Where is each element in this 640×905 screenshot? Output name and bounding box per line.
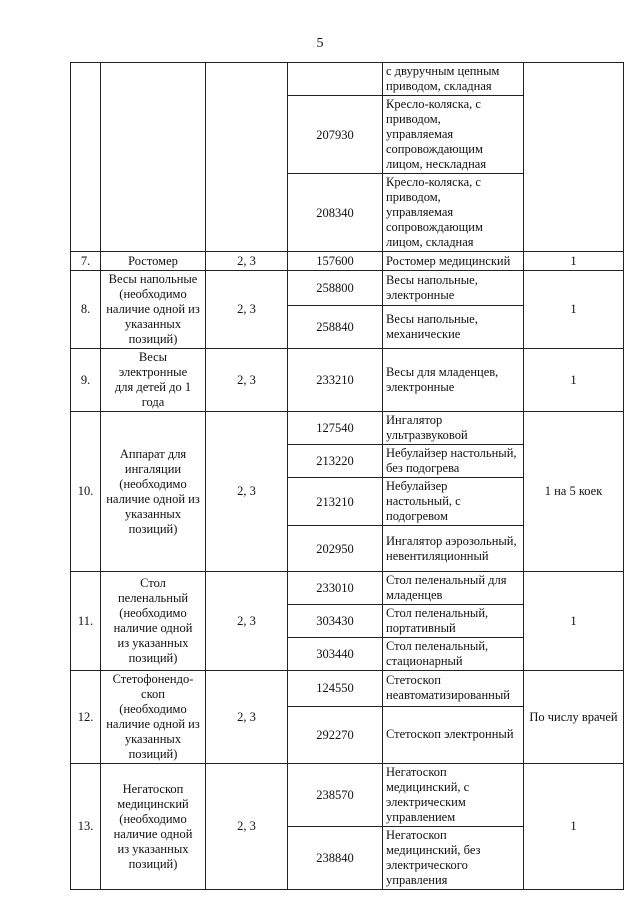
description-cell: Негатоскоп медицинский, без электрического управления	[383, 827, 524, 890]
description-cell: Кресло-коляска, с приводом, управляемая сопровождающим лицом, складная	[383, 174, 524, 252]
equipment-name-cell: Негатоскоп медицинский (необходимо наличие одной из указанных позиций)	[101, 764, 206, 890]
row-number-cell: 7.	[71, 252, 101, 271]
table-row	[71, 671, 624, 707]
category-cell: 2, 3	[206, 271, 288, 349]
table-row	[71, 63, 624, 96]
row-number-cell: 8.	[71, 271, 101, 349]
code-cell: 202950	[288, 526, 383, 572]
code-cell: 213210	[288, 478, 383, 526]
quantity-cell: 1 на 5 коек	[524, 412, 624, 572]
code-cell: 238570	[288, 764, 383, 827]
quantity-cell: По числу врачей	[524, 671, 624, 764]
equipment-name-cell: Весы напольные (необходимо наличие одной из указанных позиций)	[101, 271, 206, 349]
equipment-name-cell	[101, 63, 206, 252]
code-cell: 233010	[288, 572, 383, 605]
category-cell: 2, 3	[206, 671, 288, 764]
table-row	[71, 349, 624, 412]
code-cell: 207930	[288, 96, 383, 174]
description-cell: Весы напольные, электронные	[383, 271, 524, 306]
quantity-cell: 1	[524, 252, 624, 271]
code-cell	[288, 63, 383, 96]
description-cell: Стол пеленальный, портативный	[383, 605, 524, 638]
code-cell: 157600	[288, 252, 383, 271]
description-cell: Ростомер медицинский	[383, 252, 524, 271]
table-row	[71, 271, 624, 306]
quantity-cell: 1	[524, 572, 624, 671]
description-cell: Весы напольные, механические	[383, 306, 524, 349]
category-cell: 2, 3	[206, 252, 288, 271]
code-cell: 258800	[288, 271, 383, 306]
description-cell: Ингалятор аэрозольный, невентиляционный	[383, 526, 524, 572]
category-cell: 2, 3	[206, 412, 288, 572]
code-cell: 292270	[288, 706, 383, 763]
description-cell: Ингалятор ультразвуковой	[383, 412, 524, 445]
category-cell: 2, 3	[206, 572, 288, 671]
code-cell: 303430	[288, 605, 383, 638]
description-cell: Кресло-коляска, с приводом, управляемая сопровождающим лицом, нескладная	[383, 96, 524, 174]
quantity-cell: 1	[524, 764, 624, 890]
equipment-name-cell: Ростомер	[101, 252, 206, 271]
code-cell: 303440	[288, 638, 383, 671]
table-row	[71, 572, 624, 605]
code-cell: 213220	[288, 445, 383, 478]
page-number: 5	[316, 36, 324, 51]
table-body	[71, 63, 624, 890]
quantity-cell: 1	[524, 271, 624, 349]
description-cell: Небулайзер настольный, без подогрева	[383, 445, 524, 478]
category-cell: 2, 3	[206, 764, 288, 890]
table-row	[71, 764, 624, 827]
table-row	[71, 412, 624, 445]
description-cell: Стетоскоп электронный	[383, 706, 524, 763]
description-cell: Стол пеленальный для младенцев	[383, 572, 524, 605]
row-number-cell: 12.	[71, 671, 101, 764]
code-cell: 127540	[288, 412, 383, 445]
equipment-table	[70, 62, 624, 890]
equipment-name-cell: Аппарат для ингаляции (необходимо наличие одной из указанных позиций)	[101, 412, 206, 572]
category-cell	[206, 63, 288, 252]
quantity-cell	[524, 63, 624, 252]
row-number-cell: 9.	[71, 349, 101, 412]
description-cell: Небулайзер настольный, с подогревом	[383, 478, 524, 526]
description-cell: Стетоскоп неавтоматизированный	[383, 671, 524, 707]
code-cell: 233210	[288, 349, 383, 412]
code-cell: 238840	[288, 827, 383, 890]
row-number-cell: 11.	[71, 572, 101, 671]
code-cell: 124550	[288, 671, 383, 707]
row-number-cell: 10.	[71, 412, 101, 572]
row-number-cell	[71, 63, 101, 252]
table-row	[71, 252, 624, 271]
row-number-cell: 13.	[71, 764, 101, 890]
description-cell: Негатоскоп медицинский, с электрическим управлением	[383, 764, 524, 827]
code-cell: 208340	[288, 174, 383, 252]
quantity-cell: 1	[524, 349, 624, 412]
equipment-name-cell: Стетофонендо-скоп (необходимо наличие одной из указанных позиций)	[101, 671, 206, 764]
description-cell: Весы для младенцев, электронные	[383, 349, 524, 412]
description-cell: Стол пеленальный, стационарный	[383, 638, 524, 671]
equipment-name-cell: Весы электронные для детей до 1 года	[101, 349, 206, 412]
code-cell: 258840	[288, 306, 383, 349]
equipment-name-cell: Стол пеленальный (необходимо наличие одной из указанных позиций)	[101, 572, 206, 671]
category-cell: 2, 3	[206, 349, 288, 412]
description-cell: с двуручным цепным приводом, складная	[383, 63, 524, 96]
